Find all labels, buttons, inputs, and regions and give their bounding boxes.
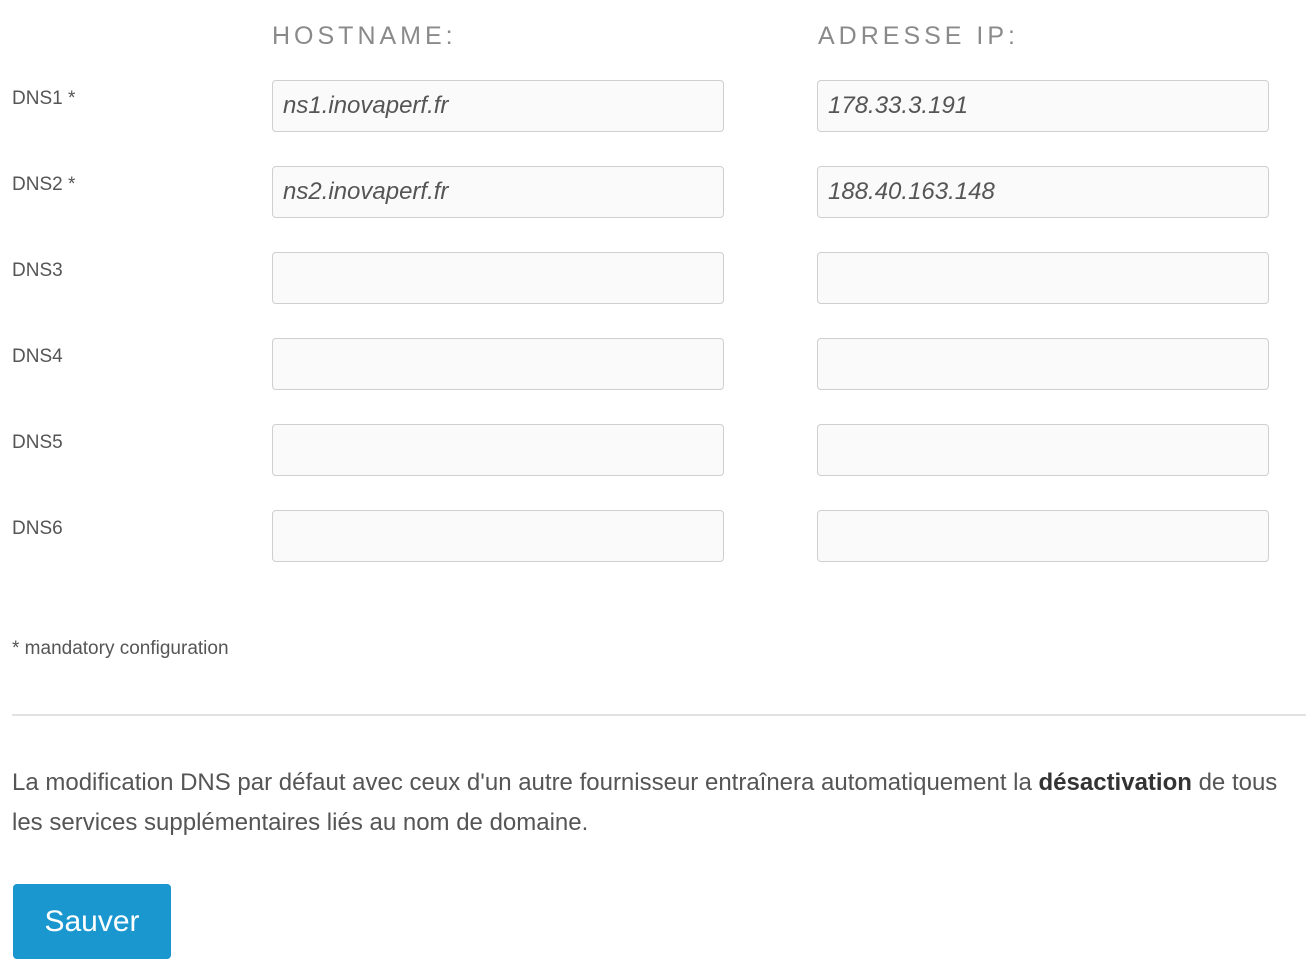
warning-text-before: La modification DNS par défaut avec ceux d'un autre fournisseur entraînera automatiquement la xyxy=(12,769,1039,796)
dns2-ip-input[interactable] xyxy=(817,166,1269,218)
dns-label: DNS6 xyxy=(12,518,63,539)
dns3-ip-input[interactable] xyxy=(817,252,1269,304)
dns-label: DNS3 xyxy=(12,260,63,281)
ip-column-header: ADRESSE IP: xyxy=(818,22,1019,50)
mandatory-note: * mandatory configuration xyxy=(12,638,229,659)
dns-row-6 xyxy=(0,510,1313,562)
dns-warning-text xyxy=(12,763,1302,843)
hostname-column-header: HOSTNAME: xyxy=(272,22,457,50)
dns5-ip-input[interactable] xyxy=(817,424,1269,476)
dns2-hostname-input[interactable] xyxy=(272,166,724,218)
warning-bold-text: désactivation xyxy=(1038,769,1192,796)
dns-row-5 xyxy=(0,424,1313,476)
dns3-hostname-input[interactable] xyxy=(272,252,724,304)
dns4-hostname-input[interactable] xyxy=(272,338,724,390)
dns6-ip-input[interactable] xyxy=(817,510,1269,562)
dns-label: DNS2 * xyxy=(12,174,76,195)
divider xyxy=(12,714,1306,716)
dns-label: DNS5 xyxy=(12,432,63,453)
dns-row-2 xyxy=(0,166,1313,218)
save-button[interactable]: Sauver xyxy=(13,884,171,959)
dns6-hostname-input[interactable] xyxy=(272,510,724,562)
dns-row-3 xyxy=(0,252,1313,304)
dns-row-1 xyxy=(0,80,1313,132)
warning-text-after: de tous les services supplémentaires liés au nom de domaine. xyxy=(12,769,1278,836)
dns-label: DNS1 * xyxy=(12,88,76,109)
dns4-ip-input[interactable] xyxy=(817,338,1269,390)
dns5-hostname-input[interactable] xyxy=(272,424,724,476)
dns1-hostname-input[interactable] xyxy=(272,80,724,132)
dns-label: DNS4 xyxy=(12,346,63,367)
dns-row-4 xyxy=(0,338,1313,390)
dns1-ip-input[interactable] xyxy=(817,80,1269,132)
